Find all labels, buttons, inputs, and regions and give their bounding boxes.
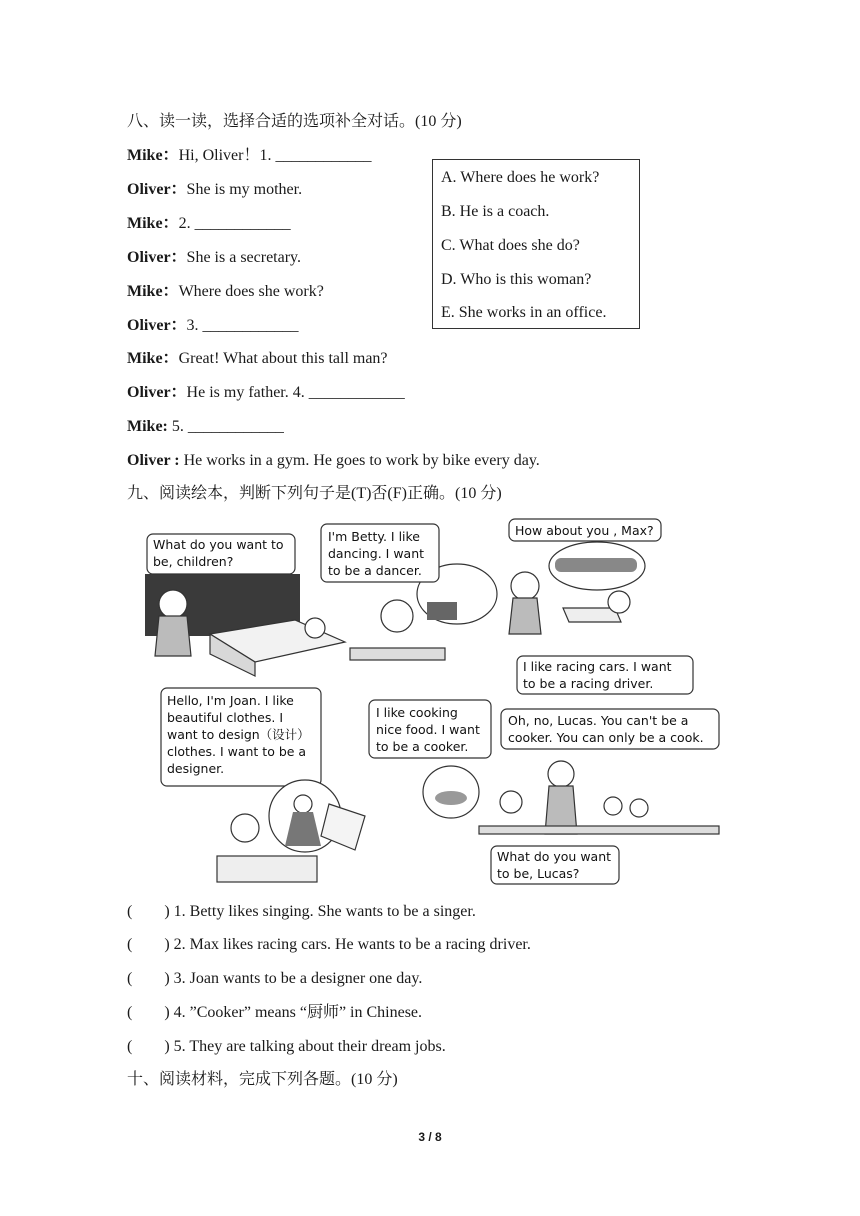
statement-5 <box>127 1037 446 1057</box>
bubble-teacher3-line1: Oh, no, Lucas. You can't be a <box>508 713 689 728</box>
max-figure <box>608 591 630 613</box>
statement-text: 2. Max likes racing cars. He wants to be a racing driver. <box>173 936 531 953</box>
option-e: E. She works in an office. <box>441 304 607 321</box>
bubble-joan-line1: Hello, I'm Joan. I like <box>167 693 294 708</box>
dialogue-line-4 <box>127 248 301 268</box>
dialogue-line-2 <box>127 180 302 200</box>
dialogue-line-10 <box>127 451 540 471</box>
speaker: Mike： <box>127 215 179 232</box>
joan-figure <box>231 814 259 842</box>
betty-figure <box>381 600 413 632</box>
student-figure <box>604 797 622 815</box>
statement-2 <box>127 935 531 955</box>
statement-3 <box>127 969 422 989</box>
racing-car-icon <box>555 558 637 572</box>
dialogue-text: 5. ____________ <box>167 418 284 435</box>
bubble-lucas-line2: nice food. I want <box>376 722 480 737</box>
dialogue-line-9 <box>127 417 284 437</box>
dialogue-text: 2. ____________ <box>178 215 291 232</box>
speaker: Mike: <box>127 418 168 435</box>
option-a: A. Where does he work? <box>441 169 600 186</box>
bubble-teacher4-line1: What do you want <box>497 849 612 864</box>
student-figure <box>630 799 648 817</box>
speaker: Oliver： <box>127 317 187 334</box>
dialogue-text: He is my father. 4. ____________ <box>186 384 405 401</box>
bubble-teacher4-line2: to be, Lucas? <box>497 866 580 881</box>
section-9-heading: 九、阅读绘本，判断下列句子是(T)否(F)正确。(10 分) <box>127 485 502 502</box>
bubble-max-line1: I like racing cars. I want <box>523 659 672 674</box>
section-10-heading: 十、阅读材料，完成下列各题。(10 分) <box>127 1071 398 1088</box>
dialogue-text: He works in a gym. He goes to work by bike every day. <box>179 452 540 469</box>
teacher-figure <box>159 590 187 618</box>
bubble-teacher-line1: What do you want to <box>153 537 284 552</box>
panel-teacher-classroom <box>145 534 345 676</box>
dialogue-line-6 <box>127 316 299 336</box>
student-figure <box>305 618 325 638</box>
comic-illustration <box>145 516 725 888</box>
desk <box>217 856 317 882</box>
gown-icon <box>294 795 312 813</box>
dialogue-text: She is my mother. <box>186 181 303 198</box>
food-plate-icon <box>435 791 467 805</box>
bubble-teacher-line2: be, children? <box>153 554 234 569</box>
bubble-lucas-line3: to be a cooker. <box>376 739 469 754</box>
bubble-teacher2-line1: How about you , Max? <box>515 523 654 538</box>
speaker: Oliver： <box>127 384 187 401</box>
speaker: Oliver : <box>127 452 180 469</box>
bubble-joan-line5: designer. <box>167 761 225 776</box>
dialogue-text: Where does she work? <box>178 283 324 300</box>
speaker: Mike： <box>127 350 179 367</box>
bubble-betty-line1: I'm Betty. I like <box>328 529 420 544</box>
answer-paren: ( ) <box>127 1004 170 1021</box>
bubble-max-line2: to be a racing driver. <box>523 676 654 691</box>
dialogue-line-3 <box>127 214 291 234</box>
answer-paren: ( ) <box>127 970 170 987</box>
answer-paren: ( ) <box>127 1038 170 1055</box>
dialogue-line-8 <box>127 383 405 403</box>
page-number: 3 / 8 <box>418 1130 442 1144</box>
speaker: Oliver： <box>127 249 187 266</box>
options-box <box>432 159 640 329</box>
panel-lucas <box>369 700 719 884</box>
section-8-heading: 八、读一读，选择合适的选项补全对话。(10 分) <box>127 113 462 130</box>
speaker: Mike： <box>127 283 179 300</box>
dialogue-line-5 <box>127 282 324 302</box>
dialogue-line-7 <box>127 349 388 369</box>
bubble-teacher3-line2: cooker. You can only be a cook. <box>508 730 704 745</box>
bubble-joan-line4: clothes. I want to be a <box>167 744 307 759</box>
dialogue-text: Great! What about this tall man? <box>178 350 388 367</box>
dialogue-text: Hi, Oliver！1. ____________ <box>178 147 372 164</box>
panel-joan <box>161 688 365 882</box>
teacher-figure <box>548 761 574 787</box>
answer-paren: ( ) <box>127 936 170 953</box>
bubble-betty-line3: to be a dancer. <box>328 563 422 578</box>
desk <box>479 826 719 834</box>
option-d: D. Who is this woman? <box>441 271 592 288</box>
teacher-figure <box>511 572 539 600</box>
statement-1 <box>127 902 476 922</box>
statement-text: 5. They are talking about their dream jobs. <box>173 1038 446 1055</box>
answer-paren: ( ) <box>127 903 170 920</box>
statement-text: 3. Joan wants to be a designer one day. <box>173 970 423 987</box>
bubble-betty-line2: dancing. I want <box>328 546 425 561</box>
dialogue-line-1 <box>127 146 371 166</box>
desk <box>350 648 445 660</box>
dress-icon <box>427 602 457 620</box>
bubble-lucas-line1: I like cooking <box>376 705 458 720</box>
option-b: B. He is a coach. <box>441 203 550 220</box>
statement-4 <box>127 1003 422 1023</box>
dialogue-text: 3. ____________ <box>186 317 299 334</box>
lucas-figure <box>500 791 522 813</box>
panel-max <box>509 519 693 694</box>
bubble-joan-line2: beautiful clothes. I <box>167 710 284 725</box>
dialogue-text: She is a secretary. <box>186 249 302 266</box>
panel-betty <box>321 524 497 660</box>
speaker: Oliver： <box>127 181 187 198</box>
statement-text: 1. Betty likes singing. She wants to be a singer. <box>173 903 476 920</box>
speaker: Mike： <box>127 147 179 164</box>
bubble-joan-line3: want to design（设计） <box>167 727 310 742</box>
statement-text: 4. ”Cooker” means “厨师” in Chinese. <box>173 1004 423 1021</box>
option-c: C. What does she do? <box>441 237 580 254</box>
